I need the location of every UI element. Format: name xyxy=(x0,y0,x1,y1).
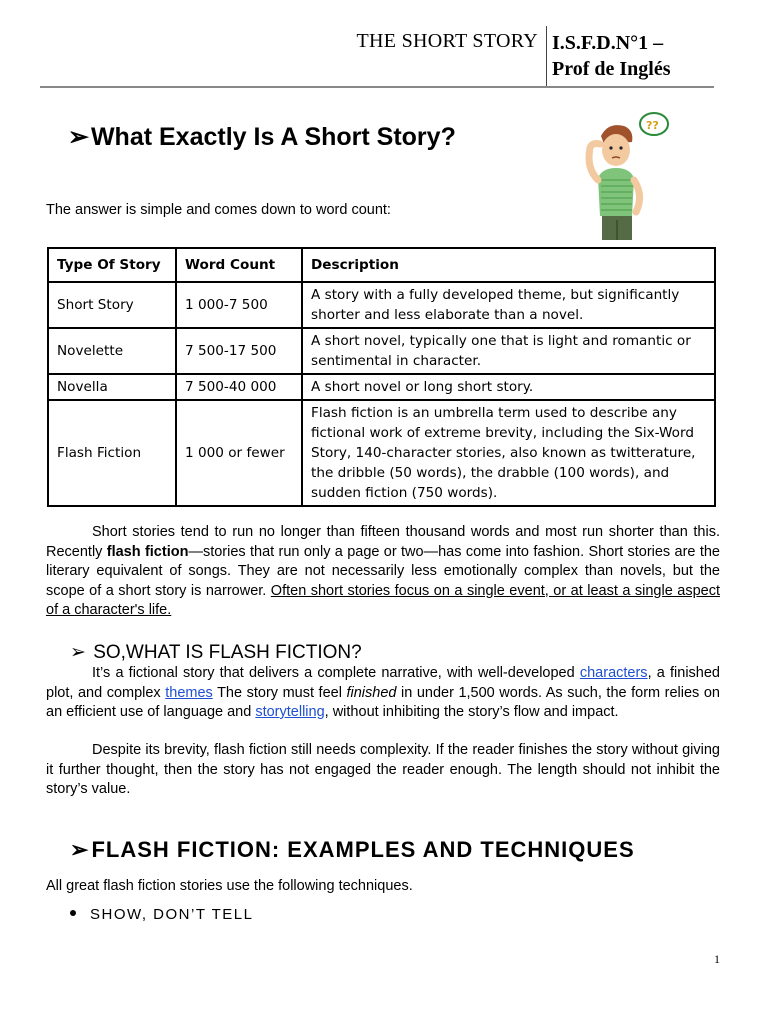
header-title: THE SHORT STORY xyxy=(356,30,538,52)
table-header-row xyxy=(48,248,715,282)
text-run: Short stories tend to run no longer than fifteen thousand words and most run shorter than this. Recently xyxy=(46,524,720,560)
arrow-bullet-icon: ➢ xyxy=(68,123,89,151)
link-characters[interactable]: characters xyxy=(579,665,648,681)
paragraph-brevity: Despite its brevity, flash fiction still needs complexity. If the reader finishes the story without giving it further thought, then the story has not engaged the reader enough. The length should not inhibit the story’s value. xyxy=(46,742,720,797)
paragraph-short-stories xyxy=(46,523,720,621)
table-row xyxy=(48,374,715,400)
table-cell: 1 000 or fewer xyxy=(176,400,302,506)
text-run: , without inhibiting the story’s flow and impact. xyxy=(324,704,619,720)
table-cell: A short novel, typically one that is light and romantic or sentimental in character. xyxy=(302,328,715,374)
header-institution xyxy=(552,30,671,82)
arrow-bullet-icon: ➢ xyxy=(70,837,90,862)
list-item-text: SHOW, DON’T TELL xyxy=(90,906,254,923)
bullet-dot-icon xyxy=(70,910,76,916)
section-heading-text: SO,WHAT IS FLASH FICTION? xyxy=(93,642,362,663)
table-cell: Flash Fiction xyxy=(48,400,176,506)
table-row xyxy=(48,282,715,328)
text-run: in under 1,500 words. As such, the form relies on an efficient use of language and xyxy=(46,684,720,720)
link-themes[interactable]: themes xyxy=(165,684,213,701)
table-cell: 7 500-17 500 xyxy=(176,328,302,374)
table-row xyxy=(48,328,715,374)
text-run: , a finished plot, and complex xyxy=(46,665,720,701)
section-heading-flash-fiction xyxy=(70,641,362,664)
section-heading-text: FLASH FICTION: EXAMPLES AND TECHNIQUES xyxy=(91,837,635,862)
confused-boy-illustration xyxy=(568,108,680,244)
link-storytelling[interactable]: storytelling xyxy=(255,704,325,720)
arrow-bullet-icon: ➢ xyxy=(70,642,86,663)
main-heading-text: What Exactly Is A Short Story? xyxy=(90,123,456,151)
underlined-sentence: Often short stories focus on a single event, or at least a single aspect of a character's life. xyxy=(46,582,720,618)
text-run: —stories that run only a page or two—has come into fashion. Short stories are the literary equivalent of songs. They are not necessarily less emotionally complex than novels, but the scope of a short story is narrower. xyxy=(46,543,720,599)
table-cell: Short Story xyxy=(48,282,176,328)
italic-term: finished xyxy=(346,684,397,701)
header-divider xyxy=(546,26,547,86)
column-header: Word Count xyxy=(176,248,302,282)
paragraph-techniques-intro: All great flash fiction stories use the following techniques. xyxy=(46,878,413,894)
list-item xyxy=(70,906,253,923)
intro-text: The answer is simple and comes down to word count: xyxy=(46,202,391,218)
table-cell: Novelette xyxy=(48,328,176,374)
table-row xyxy=(48,400,715,506)
table-cell: Novella xyxy=(48,374,176,400)
main-heading xyxy=(68,122,456,152)
table-cell: 7 500-40 000 xyxy=(176,374,302,400)
header-institution-line1: I.S.F.D.N°1 – xyxy=(552,32,664,54)
header-institution-line2: Prof de Inglés xyxy=(552,58,671,80)
table-cell: A short novel or long short story. xyxy=(302,374,715,400)
page-number: 1 xyxy=(714,952,720,966)
paragraph-flash-definition xyxy=(46,664,720,723)
table-cell: 1 000-7 500 xyxy=(176,282,302,328)
bold-term: flash fiction xyxy=(106,543,189,560)
text-run: The story must feel xyxy=(212,684,347,701)
story-types-table xyxy=(47,247,716,507)
section-heading-techniques xyxy=(70,837,635,863)
column-header: Description xyxy=(302,248,715,282)
column-header: Type Of Story xyxy=(48,248,176,282)
text-run: It’s a fictional story that delivers a complete narrative, with well-developed xyxy=(92,665,580,681)
table-cell: A story with a fully developed theme, but significantly shorter and less elaborate than a novel. xyxy=(302,282,715,328)
svg-text:??: ?? xyxy=(646,119,659,132)
table-cell: Flash fiction is an umbrella term used to describe any fictional work of extreme brevity, including the Six-Word Story, 140-character stories, also known as twitterature, the dribble (50 words), the drabble (100 words), and sudden fiction (750 words). xyxy=(302,400,715,506)
page-header xyxy=(40,24,714,88)
